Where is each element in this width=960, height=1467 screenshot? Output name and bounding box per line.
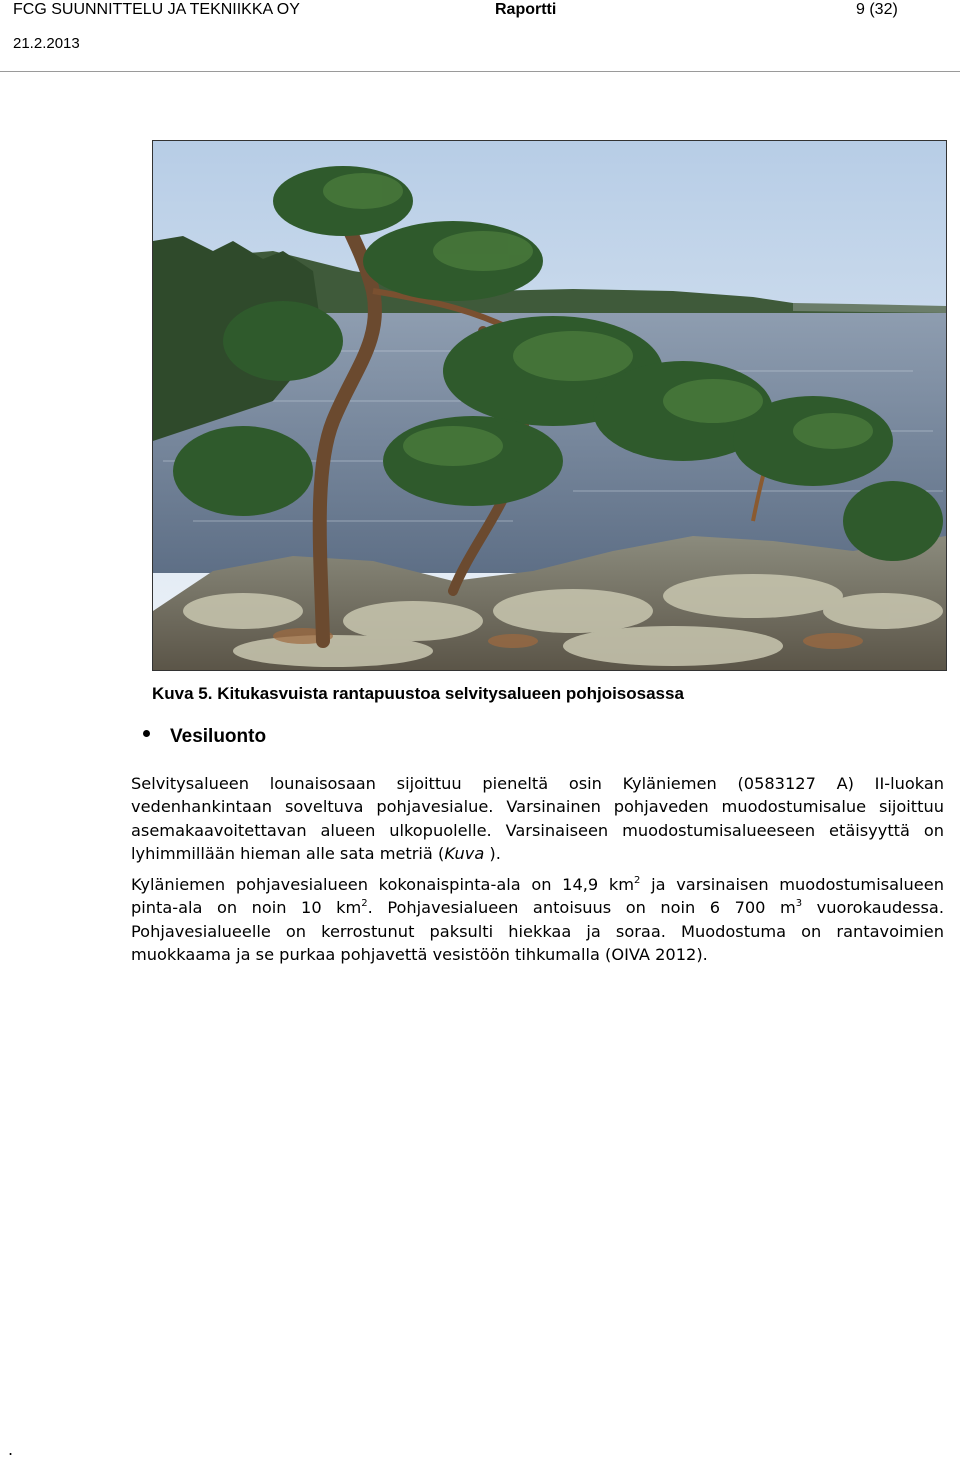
page-number: 9 (32) xyxy=(856,1,898,18)
footer-mark: . xyxy=(8,1440,14,1459)
paragraph-text: Kyläniemen pohjavesialueen kokonaispinta-ala on 14,9 km xyxy=(131,875,635,894)
paragraph-groundwater-details xyxy=(131,873,944,967)
figure-reference: Kuva xyxy=(444,844,485,864)
document-type: Raportti xyxy=(495,1,557,18)
paragraph-text: vuorokaudessa. Pohjavesialueelle on kerrostunut paksulti hiekkaa ja soraa. Muodostuma on rantavoimien muokkaama ja se purkaa pohjavettä vesistöön tihkumalla (OIVA 2012). xyxy=(131,898,945,965)
superscript: 3 xyxy=(795,898,803,910)
paragraph-text: ). xyxy=(484,844,501,864)
paragraph-text: Selvitysalueen lounaisosaan sijoittuu pieneltä osin Kyläniemen (0583127 A) II-luokan vedenhankintaan soveltuva pohjavesialue. Varsinainen pohjaveden muodostumisalue sijoittuu asemakaavoitettavan alueen ulkopuolelle. Varsinaiseen muodostumisalueeseen etäisyyttä on lyhimmillään hieman alle sata metriä ( xyxy=(131,774,944,864)
header-divider xyxy=(0,71,960,72)
paragraph-groundwater-area xyxy=(131,772,944,866)
superscript: 2 xyxy=(634,874,641,886)
superscript: 2 xyxy=(361,898,368,910)
paragraph-text: . Pohjavesialueen antoisuus on noin 6 700 m xyxy=(367,898,796,918)
page-header xyxy=(0,0,960,72)
paragraph-text: ja varsinaisen muodostumisalueen pinta-ala on noin 10 km xyxy=(131,875,944,918)
section-heading: Vesiluonto xyxy=(170,726,267,747)
bullet-icon xyxy=(143,730,150,737)
bullet-heading xyxy=(143,726,266,748)
figure-caption: Kuva 5. Kitukasvuista rantapuustoa selvitysalueen pohjoisosassa xyxy=(152,684,684,703)
company-name: FCG SUUNNITTELU JA TEKNIIKKA OY xyxy=(13,1,300,18)
lakeshore-pine-photo xyxy=(152,140,947,671)
document-date: 21.2.2013 xyxy=(13,35,80,52)
